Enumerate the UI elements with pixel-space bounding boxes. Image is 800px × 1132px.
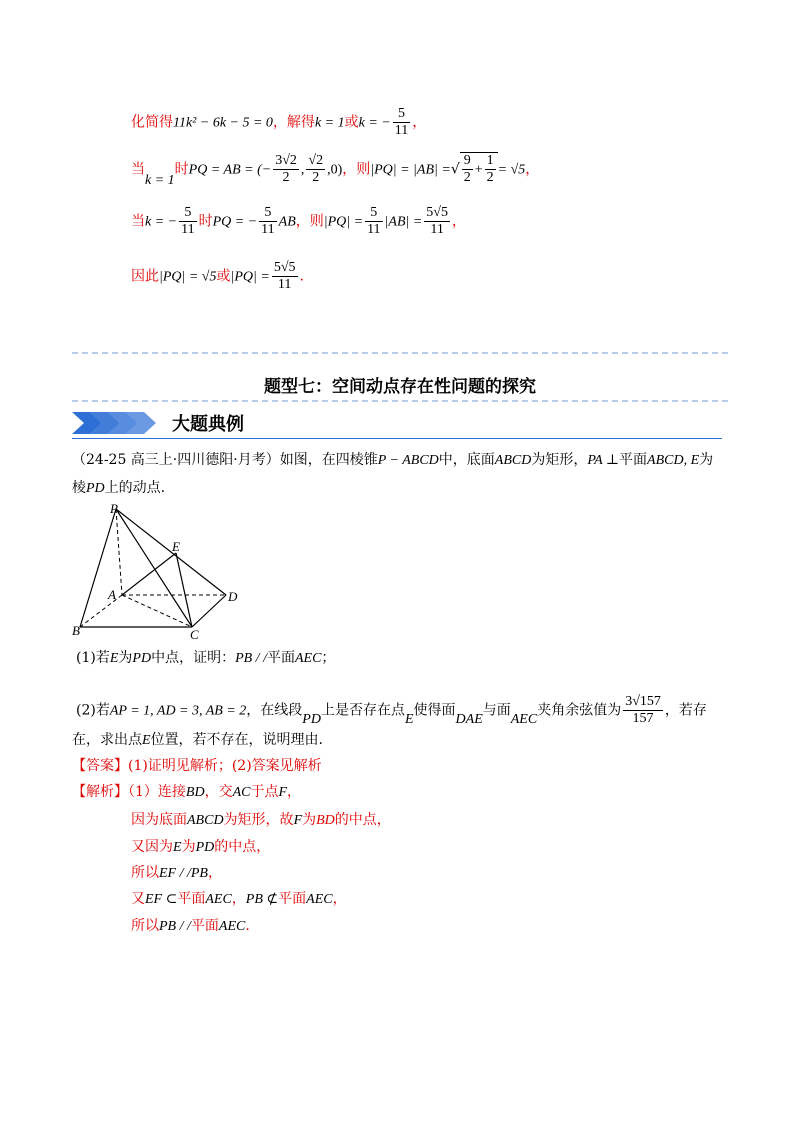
fraction: $\frac{5√5}{11}$ — [426, 205, 448, 237]
text: 因此 — [131, 268, 159, 285]
text: ， — [525, 161, 540, 178]
equation: k = 1 — [145, 172, 175, 188]
equation: = √5 — [497, 162, 526, 178]
problem-intro-line-2 — [72, 478, 165, 499]
equation: AP = 1, AD = 3, AB = 2 — [109, 703, 247, 719]
text: 为 — [699, 452, 714, 468]
text: 位置，若不存在，说明理由. — [150, 732, 324, 748]
equation: PQ = − — [212, 214, 258, 230]
text: . — [245, 918, 250, 934]
equation: BD — [185, 785, 205, 800]
text: 为 — [181, 839, 196, 855]
text: , — [300, 162, 305, 178]
text: 于点 — [250, 784, 279, 800]
text: 或 — [216, 268, 231, 285]
edge-ec — [176, 553, 192, 627]
text: ，交 — [204, 784, 233, 800]
analysis-line-5 — [131, 889, 347, 910]
text: 或 — [344, 114, 359, 131]
text: 因为底面 — [131, 812, 187, 828]
fraction: $\frac{√2}{2}$ — [308, 153, 324, 185]
pyramid-figure — [72, 503, 252, 643]
edge-pd — [116, 509, 226, 595]
analysis-line-6 — [131, 916, 250, 937]
fraction: $\frac{5}{11}$ — [181, 205, 195, 237]
separator-top — [72, 352, 728, 354]
text: ，在线段 — [246, 702, 303, 719]
fraction: $\frac{3√157}{157}$ — [625, 694, 661, 726]
fraction: $\frac{5}{11}$ — [367, 205, 381, 237]
text: ， — [451, 213, 466, 230]
solution-line-4 — [131, 260, 304, 293]
equation: E — [142, 733, 151, 748]
equation: k = − — [145, 214, 178, 230]
text: ； — [321, 650, 336, 666]
text: 上是否存在点 — [320, 702, 405, 719]
equation: 11k² − 6k − 5 = 0 — [173, 115, 273, 131]
answer-text: (1)证明见解析；(2)答案见解析 — [128, 758, 322, 774]
equation: EF ⊂ — [145, 892, 178, 907]
edge-pb — [80, 509, 116, 627]
sqrt-sign: √ — [450, 161, 460, 178]
text: 化简得 — [131, 114, 173, 131]
equation: AB — [278, 214, 296, 230]
text: 与面 — [482, 702, 511, 719]
text: 时 — [198, 213, 213, 230]
analysis-line-1 — [72, 782, 301, 803]
text: 的中点， — [334, 812, 391, 828]
equation: BD — [316, 813, 335, 828]
equation: |PQ| = √5 — [159, 269, 217, 285]
equation: PD — [132, 651, 152, 666]
equation: PB ⊄ — [245, 892, 279, 907]
chevrons-icon — [72, 412, 164, 434]
section-banner — [72, 408, 262, 438]
question-2-line-2 — [72, 730, 323, 751]
edge-cd — [192, 595, 226, 627]
text: ，若存 — [664, 702, 707, 719]
text: （24-25 高三上·四川德阳·月考）如图，在四棱锥 — [72, 452, 378, 468]
text: ， — [231, 891, 246, 907]
text: 平面 — [266, 650, 295, 666]
text: 为矩形，故 — [223, 812, 294, 828]
text: 为矩形， — [531, 452, 588, 468]
equation: F — [293, 813, 303, 828]
solution-line-2 — [131, 152, 539, 186]
fraction: $\frac{1}{2}$ — [486, 153, 494, 185]
text: ， — [208, 865, 222, 881]
text: 棱 — [72, 480, 86, 496]
equation: PD — [86, 481, 105, 496]
fraction: $\frac{9}{2}$ — [463, 153, 471, 185]
equation: PD — [302, 711, 321, 727]
text: （1）连接 — [128, 784, 186, 800]
answer-label: 【答案】 — [72, 758, 128, 774]
banner-label: 大题典例 — [172, 414, 244, 435]
text: ， — [332, 891, 347, 907]
equation: |PQ| = — [323, 214, 364, 230]
analysis-line-3 — [131, 837, 270, 858]
text: 为 — [302, 812, 317, 828]
fraction: $\frac{5}{11}$ — [394, 106, 409, 138]
text: ， — [412, 114, 427, 131]
equation: F — [278, 785, 288, 800]
text: 时 — [174, 161, 189, 178]
equation: E — [173, 840, 182, 855]
text: ， — [287, 784, 302, 800]
problem-intro-line-1 — [72, 450, 713, 471]
label-b: B — [72, 623, 80, 638]
label-e: E — [172, 539, 180, 554]
label-d: D — [228, 589, 238, 604]
equation: PA ⊥ — [587, 453, 620, 468]
equation: PQ = AB = (− — [188, 162, 272, 178]
text: . — [299, 268, 304, 285]
equation: AEC — [205, 892, 232, 907]
text: ,0) — [327, 162, 343, 178]
label-c: C — [190, 627, 199, 642]
answer-line — [72, 756, 322, 776]
text: (2)若 — [76, 702, 110, 719]
section-title: 题型七：空间动点存在性问题的探究 — [264, 377, 536, 397]
equation: k = − — [358, 115, 391, 131]
equation: PB / / — [235, 651, 267, 666]
fraction: $\frac{3√2}{2}$ — [275, 153, 297, 185]
equation: ABCD — [187, 813, 224, 828]
text: 为 — [118, 650, 133, 666]
equation: |PQ| = — [230, 269, 270, 285]
fraction: $\frac{5}{11}$ — [261, 205, 275, 237]
text: (1)若 — [76, 650, 110, 666]
text: 中点，证明： — [151, 650, 236, 666]
equation: |AB| = — [384, 214, 423, 230]
equation: E — [109, 651, 119, 666]
text: 当 — [131, 161, 145, 178]
equation: AC — [232, 785, 251, 800]
text: 上的动点. — [104, 480, 166, 496]
equation: AEC — [306, 892, 333, 907]
text: 在，求出点 — [72, 732, 142, 748]
banner-underline — [72, 438, 722, 439]
equation: ABCD, E — [647, 453, 700, 468]
fraction: $\frac{5√5}{11}$ — [273, 260, 296, 292]
text: 又因为 — [131, 839, 173, 855]
text: ，则 — [342, 161, 371, 178]
text: 夹角余弦值为 — [537, 702, 622, 719]
equation: |PQ| = |AB| = — [370, 162, 451, 178]
equation: PD — [195, 840, 215, 855]
text: ，则 — [295, 213, 324, 230]
text: 平面 — [177, 891, 206, 907]
equation: DAE — [455, 711, 483, 727]
text: 平面 — [190, 918, 219, 934]
question-2-line-1 — [76, 694, 707, 727]
text: ，解得 — [272, 114, 315, 131]
edge-pa — [116, 509, 122, 595]
question-1 — [76, 648, 335, 669]
analysis-line-4 — [131, 863, 222, 884]
text: 当 — [131, 213, 145, 230]
equation: AEC — [218, 919, 246, 934]
equation: E — [404, 711, 414, 727]
text: 中，底面 — [438, 452, 495, 468]
label-p: P — [110, 503, 118, 516]
equation: EF / /PB — [159, 866, 208, 881]
text: 平面 — [619, 452, 648, 468]
equation: P − ABCD — [377, 453, 439, 468]
text: + — [474, 162, 483, 178]
equation: PB / / — [159, 919, 191, 934]
solution-line-1 — [131, 106, 426, 139]
equation: AEC — [510, 711, 538, 727]
text: 又 — [131, 891, 145, 907]
solution-line-3 — [131, 205, 466, 238]
label-a: A — [108, 587, 116, 602]
text: 所以 — [131, 918, 159, 934]
text: 使得面 — [413, 702, 456, 719]
text: 平面 — [278, 891, 307, 907]
separator-bottom — [72, 400, 728, 402]
text: 所以 — [131, 865, 159, 881]
equation: AEC — [294, 651, 322, 666]
equation: ABCD — [494, 453, 532, 468]
analysis-label: 【解析】 — [72, 784, 128, 800]
analysis-line-2 — [131, 810, 391, 831]
radicand — [460, 152, 498, 186]
text: 的中点， — [214, 839, 271, 855]
equation: k = 1 — [314, 115, 345, 131]
